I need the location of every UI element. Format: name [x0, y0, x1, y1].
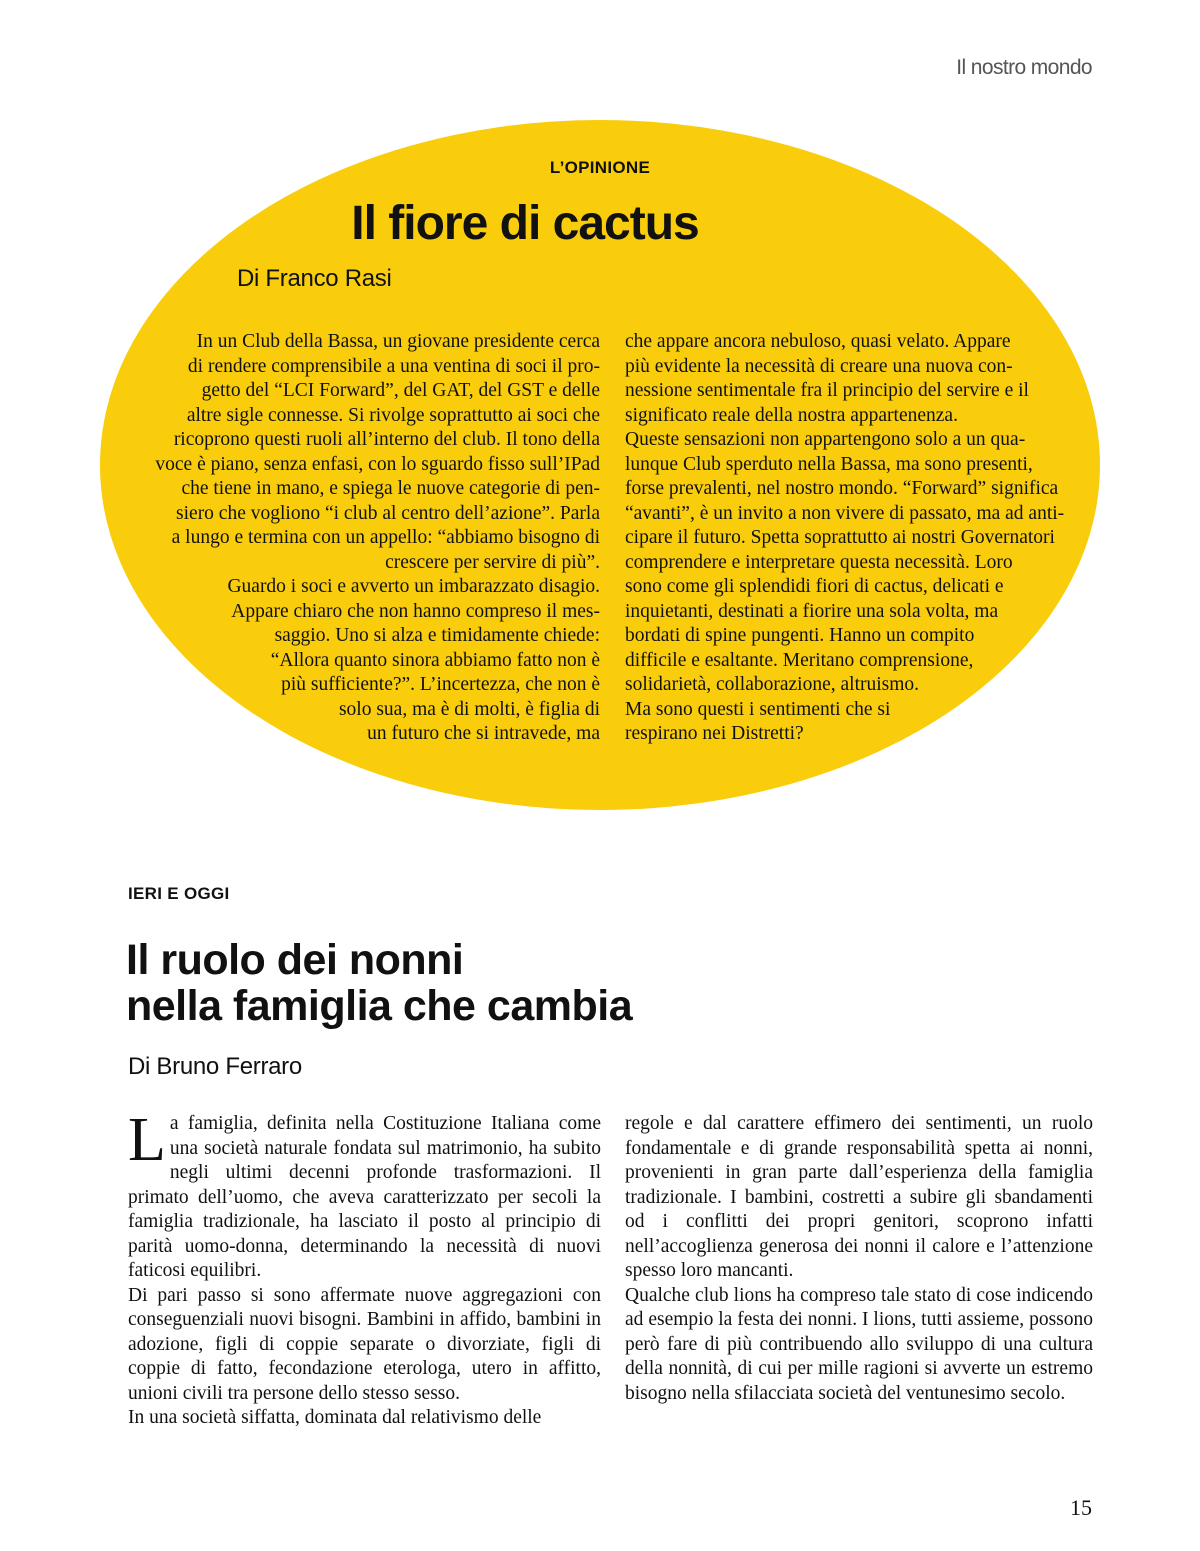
article-title-line: nella famiglia che cambia [126, 982, 633, 1030]
article-column-left [128, 1106, 601, 1431]
opinion-line: cipare il futuro. Spetta soprattutto ai nostri Governatori [625, 527, 1055, 548]
opinion-line: forse prevalenti, nel nostro mondo. “Forward” significa [625, 478, 1059, 499]
opinion-line: siero che vogliono “i club al centro dell’azione”. Parla [176, 502, 600, 524]
opinion-line: a lungo e termina con un appello: “abbiamo bisogno di [171, 527, 600, 548]
opinion-column-left [110, 330, 600, 747]
article-title [126, 937, 632, 1029]
article-paragraph: Di pari passo si sono affermate nuove aggregazioni con conseguenziali nuovi bisogni. Bambini in affido, bambini in adozione, figli di coppie separate o divorziate, figli di coppie di fatto, fecondazione eterologa, utero in affitto, unioni civili tra persone dello stesso sesso. [128, 1284, 601, 1404]
opinion-line: che tiene in mano, e spiega le nuove categorie di pen- [181, 478, 600, 499]
opinion-line: di rendere comprensibile a una ventina di soci il pro- [187, 355, 600, 377]
opinion-column-right [625, 330, 1095, 747]
opinion-line: che appare ancora nebuloso, quasi velato. Appare [625, 331, 1011, 352]
opinion-line: comprendere e interpretare questa necessità. Loro [625, 551, 1013, 573]
opinion-line: In un Club della Bassa, un giovane presidente cerca [196, 331, 600, 352]
article-paragraph [128, 1106, 601, 1284]
article-column-right [625, 1112, 1093, 1406]
opinion-line: Queste sensazioni non appartengono solo a un qua- [625, 429, 1026, 450]
opinion-line: difficile e esaltante. Meritano comprensione, [625, 649, 974, 671]
opinion-line: sono come gli splendidi fiori di cactus, delicati e [625, 576, 1004, 597]
opinion-line: crescere per servire di più”. [385, 551, 600, 573]
opinion-line: inquietanti, destinati a fiorire una sola volta, ma [625, 600, 999, 622]
opinion-line: lunque Club sperduto nella Bassa, ma sono presenti, [625, 453, 1033, 475]
opinion-line: “Allora quanto sinora abbiamo fatto non è [270, 649, 600, 671]
opinion-line: getto del “LCI Forward”, del GAT, del GST e delle [201, 380, 600, 401]
opinion-line: più sufficiente?”. L’incertezza, che non è [281, 674, 600, 695]
opinion-line: saggio. Uno si alza e timidamente chiede: [274, 625, 600, 646]
article-paragraph-text: a famiglia, definita nella Costituzione Italiana come una società naturale fondata sul matrimonio, ha subito negli ultimi decenni profonde trasformazioni. Il primato dell’uomo, che aveva caratterizzato per secoli la famiglia tradizionale, ha lasciato il posto al principio di parità uomo-donna, determinando la necessità di nuovi faticosi equilibri. [128, 1113, 601, 1281]
article-kicker: IERI E OGGI [128, 884, 230, 903]
article-paragraph: regole e dal carattere effimero dei sentimenti, un ruolo fondamentale e di grande responsabilità spetta ai nonni, provenienti in gran parte dall’esperienza della famiglia tradizionale. I bambini, costretti a subire gli sbandamenti od i conflitti dei propri genitori, scoprono infatti nell’accoglienza generosa dei nonni il calore e l’attenzione spesso loro mancanti. [625, 1113, 1093, 1281]
opinion-line: solo sua, ma è di molti, è figlia di [338, 698, 600, 720]
opinion-line: Guardo i soci e avverto un imbarazzato disagio. [227, 576, 600, 597]
opinion-line: un futuro che si intravede, ma [367, 723, 600, 744]
opinion-line: respirano nei Distretti? [625, 723, 804, 744]
opinion-line: bordati di spine pungenti. Hanno un compito [625, 625, 975, 646]
opinion-line: ricoprono questi ruoli all’interno del club. Il tono della [173, 429, 600, 450]
running-head: Il nostro mondo [956, 56, 1092, 79]
opinion-title: Il fiore di cactus [351, 197, 699, 250]
opinion-line: “avanti”, è un invito a non vivere di passato, ma ad anti- [625, 502, 1065, 524]
opinion-line: più evidente la necessità di creare una nuova con- [625, 355, 1013, 377]
opinion-byline: Di Franco Rasi [237, 265, 392, 292]
page-number: 15 [1070, 1495, 1092, 1520]
opinion-line: significato reale della nostra appartenenza. [625, 404, 958, 426]
drop-cap: L [128, 1106, 166, 1174]
article-paragraph: Qualche club lions ha compreso tale stato di cose indicendo ad esempio la festa dei nonni. I lions, tutti assieme, possono però fare di più contribuendo allo sviluppo di una cultura della nonnità, di cui per mille ragioni si avverte un estremo bisogno nella sfilacciata società del ventunesimo secolo. [625, 1284, 1093, 1404]
article-byline: Di Bruno Ferraro [128, 1053, 302, 1080]
opinion-line: nessione sentimentale fra il principio del servire e il [625, 380, 1029, 401]
article-paragraph: In una società siffatta, dominata dal relativismo delle [128, 1407, 542, 1428]
opinion-line: voce è piano, senza enfasi, con lo sguardo fisso sull’IPad [155, 453, 600, 475]
opinion-line: solidarietà, collaborazione, altruismo. [625, 674, 920, 695]
opinion-line: Ma sono questi i sentimenti che si [625, 698, 891, 720]
opinion-kicker: L’OPINIONE [549, 158, 651, 177]
article-title-line: Il ruolo dei nonni [126, 936, 464, 984]
opinion-line: Appare chiaro che non hanno compreso il mes- [231, 600, 600, 622]
opinion-line: altre sigle connesse. Si rivolge soprattutto ai soci che [186, 404, 600, 426]
